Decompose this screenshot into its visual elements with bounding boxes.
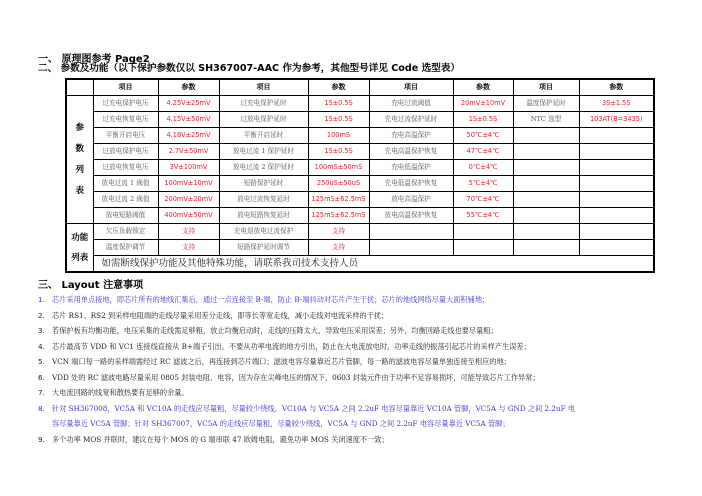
parameter-item — [513, 128, 579, 144]
parameter-item: 充电过流保护延时 — [369, 112, 453, 128]
parameter-item — [369, 224, 453, 240]
layout-note — [38, 401, 698, 417]
note-number: 9. — [38, 434, 45, 444]
parameter-item: 放电过流 2 阈值 — [93, 192, 158, 208]
parameter-value: 支持 — [158, 224, 219, 240]
parameter-value: 400mV±50mV — [158, 208, 219, 224]
parameter-value: 103AT(B=3435) — [579, 112, 654, 128]
parameter-value — [579, 128, 654, 144]
note-number: 8. — [38, 403, 45, 413]
parameter-item: 放电过流 1 阈值 — [93, 176, 158, 192]
footnote-row — [66, 256, 654, 273]
layout-note — [38, 292, 698, 308]
parameter-value: 47℃±4℃ — [453, 144, 513, 160]
note-number: 3. — [38, 326, 45, 335]
parameter-item: 放电短路恢复延时 — [219, 208, 308, 224]
parameter-value: 支持 — [308, 240, 369, 256]
parameter-item: 充电过流阈值 — [369, 96, 453, 112]
note-number: 4. — [38, 341, 45, 351]
parameter-value: 55℃±4℃ — [453, 208, 513, 224]
table-header-row — [66, 79, 654, 96]
param-group-label-text: 参数列表 — [75, 122, 84, 196]
parameter-item — [513, 208, 579, 224]
layout-note — [38, 323, 698, 339]
note-text: 芯片采用单点接地，即芯片所有的地线汇集后，通过一点连接至 B-端，防止 B-端抖动对芯片产生干扰；芯片的地线网络尽量大面积铺地； — [52, 295, 490, 304]
parameter-value: 支持 — [308, 224, 369, 240]
parameter-value: 70℃±4℃ — [453, 192, 513, 208]
note-text: VDD 处的 RC 滤波电路尽量采用 0805 封装电阻、电容，因为存在尖峰电压的情况下，0603 封装元件由于功率不足容易损坏，可能导致芯片工作异常； — [52, 372, 540, 382]
parameter-value: 2.7V±50mV — [158, 144, 219, 160]
parameter-value: 200mV±20mV — [158, 192, 219, 208]
parameter-item: 过放电保护电压 — [93, 144, 158, 160]
parameter-item: 放电高温保护 — [369, 192, 453, 208]
parameter-value — [579, 176, 654, 192]
parameter-value: 100mS±50mS — [308, 160, 369, 176]
parameter-item — [513, 160, 579, 176]
column-header: 参数 — [158, 79, 219, 96]
parameter-value: 50℃±4℃ — [453, 128, 513, 144]
parameter-value: 4.18V±25mV — [158, 128, 219, 144]
parameter-item: 充电低温保护恢复 — [369, 176, 453, 192]
column-header — [66, 79, 93, 96]
parameter-value: 5℃±4℃ — [453, 176, 513, 192]
table-row — [66, 112, 654, 128]
parameter-item: 充电低温保护 — [369, 160, 453, 176]
parameter-value: 20mV±10mV — [453, 96, 513, 112]
column-header: 参数 — [308, 79, 369, 96]
table-row — [66, 144, 654, 160]
table-row — [66, 96, 654, 112]
parameter-item: 过充电保护电压 — [93, 96, 158, 112]
parameter-item: 放电短路阈值 — [93, 208, 158, 224]
note-number: 1. — [38, 295, 45, 304]
parameter-item: 温度保护延时 — [513, 96, 579, 112]
parameter-value: 4.25V±25mV — [158, 96, 219, 112]
table-row — [66, 208, 654, 224]
table-footnote: 如需断线保护功能及其他特殊功能，请联系我司技术支持人员 — [93, 256, 654, 273]
parameter-item — [369, 240, 453, 256]
note-text: 多个功率 MOS 并联时，建议在每个 MOS 的 G 端串联 47 欧姆电阻，避免功率 MOS 关闭速度不一致； — [52, 434, 389, 444]
parameter-item: 过放电保护延时 — [219, 112, 308, 128]
param-group-label — [66, 96, 93, 224]
layout-note — [38, 308, 698, 324]
note-text: 芯片 RS1、RS2 到采样电阻端的走线尽量采用差分走线，即等长等宽走线，减小走线对电流采样的干扰； — [52, 310, 389, 320]
column-header: 项目 — [369, 79, 453, 96]
parameter-item: NTC 选型 — [513, 112, 579, 128]
layout-note — [38, 416, 698, 432]
parameter-item: 短路保护延时 — [219, 176, 308, 192]
section-1-heading: 一、 原理图参考 Page2 — [38, 54, 150, 65]
column-header: 参数 — [579, 79, 654, 96]
parameter-value — [579, 144, 654, 160]
parameter-table — [65, 78, 655, 273]
table-row — [66, 240, 654, 256]
parameter-value: 100mS — [308, 128, 369, 144]
parameter-value: 4.15V±50mV — [158, 112, 219, 128]
section-2-heading: 二、 参数及功能（以下保护参数仅以 SH367007-AAC 作为参考，其他型号详见 Code 选型表） — [38, 63, 460, 74]
parameter-value: 100mV±10mV — [158, 176, 219, 192]
table-row — [66, 176, 654, 192]
parameter-value: 支持 — [158, 240, 219, 256]
parameter-item: 平衡开启电压 — [93, 128, 158, 144]
table-row — [66, 128, 654, 144]
parameter-item: 短路保护延时调节 — [219, 240, 308, 256]
note-number: 6. — [38, 372, 45, 382]
parameter-value: 3S±1.5S — [579, 96, 654, 112]
note-number: 2. — [38, 310, 45, 320]
parameter-item: 放电高温保护恢复 — [369, 208, 453, 224]
column-header: 项目 — [219, 79, 308, 96]
layout-note — [38, 432, 698, 448]
parameter-item: 过充电保护延时 — [219, 96, 308, 112]
parameter-value — [579, 192, 654, 208]
parameter-value — [579, 208, 654, 224]
function-group-label — [66, 224, 93, 273]
parameter-item — [513, 144, 579, 160]
column-header: 参数 — [453, 79, 513, 96]
parameter-item: 过放电恢复电压 — [93, 160, 158, 176]
note-text: 大电流回路的线宽和散热要有足够的余量。 — [52, 388, 189, 397]
layout-note — [38, 370, 698, 386]
layout-note — [38, 354, 698, 370]
parameter-value: 1S±0.5S — [308, 112, 369, 128]
parameter-item: 温度保护调节 — [93, 240, 158, 256]
function-group-label-text: 功能列表 — [71, 232, 89, 263]
parameter-item: 欠压负载锁定 — [93, 224, 158, 240]
table-row — [66, 160, 654, 176]
column-header: 项目 — [513, 79, 579, 96]
table-row — [66, 192, 654, 208]
parameter-value — [579, 240, 654, 256]
parameter-value — [453, 240, 513, 256]
note-number: 5. — [38, 357, 45, 366]
layout-note — [38, 339, 698, 355]
section-3-heading: 三、 Layout 注意事项 — [38, 280, 144, 291]
parameter-item — [513, 240, 579, 256]
parameter-value: 1S±0.5S — [308, 144, 369, 160]
note-text: 芯片最高节 VDD 和 VC1 连接线直接从 B+端子引出，不要从功率电流的地方引出，防止在大电流放电时，功率走线的振荡引起芯片的采样产生误差； — [52, 341, 531, 351]
parameter-item: 放电过流 2 保护延时 — [219, 160, 308, 176]
parameter-item — [513, 176, 579, 192]
parameter-value — [453, 224, 513, 240]
note-text: 容尽量靠近 VC5A 管脚；针对 SH367007，VC5A 的走线应尽量粗，尽量较少绕线，VC5A 与 GND 之间 2.2uF 电容尽量靠近 VC5A 管脚； — [52, 419, 510, 428]
parameter-value: 125mS±62.5mS — [308, 208, 369, 224]
note-text: 若保护板有均衡功能，电压采集的走线需足够粗，放止均衡启动时，走线的压降太大，导致电压采用误差；另外，均衡回路走线也要尽量粗； — [52, 326, 498, 335]
note-number: 7. — [38, 388, 45, 397]
note-text: VCN 端口每一路的采样端需经过 RC 滤波之后，再连接到芯片端口；滤波电容尽量靠近芯片管脚，每一路的滤波电容尽量单独连接至相应的地； — [52, 357, 511, 366]
parameter-item: 放电过流 1 保护延时 — [219, 144, 308, 160]
parameter-item: 充电高温保护 — [369, 128, 453, 144]
parameter-item: 充电高温保护恢复 — [369, 144, 453, 160]
table-row — [66, 224, 654, 240]
parameter-item: 充电退放电过流保护 — [219, 224, 308, 240]
layout-note — [38, 385, 698, 401]
parameter-item: 过充电恢复电压 — [93, 112, 158, 128]
parameter-value: 125mS±62.5mS — [308, 192, 369, 208]
parameter-value: 0℃±4℃ — [453, 160, 513, 176]
note-text: 针对 SH367008，VC5A 和 VC10A 的走线应尽量粗，尽量较少绕线，VC10A 与 VC5A 之间 2.2uF 电容尽量靠近 VC10A 管脚，VC5A 与 GND 之间 2.2uF 电 — [52, 403, 576, 413]
parameter-value — [579, 160, 654, 176]
parameter-value: 3V±100mV — [158, 160, 219, 176]
parameter-value: 250uS±50uS — [308, 176, 369, 192]
parameter-item: 放电过流恢复延时 — [219, 192, 308, 208]
parameter-value — [579, 224, 654, 240]
layout-notes-list — [38, 292, 698, 447]
column-header: 项目 — [93, 79, 158, 96]
parameter-item — [513, 224, 579, 240]
parameter-value: 1S±0.5S — [453, 112, 513, 128]
parameter-item — [513, 192, 579, 208]
parameter-item: 平衡开启延时 — [219, 128, 308, 144]
parameter-value: 1S±0.5S — [308, 96, 369, 112]
